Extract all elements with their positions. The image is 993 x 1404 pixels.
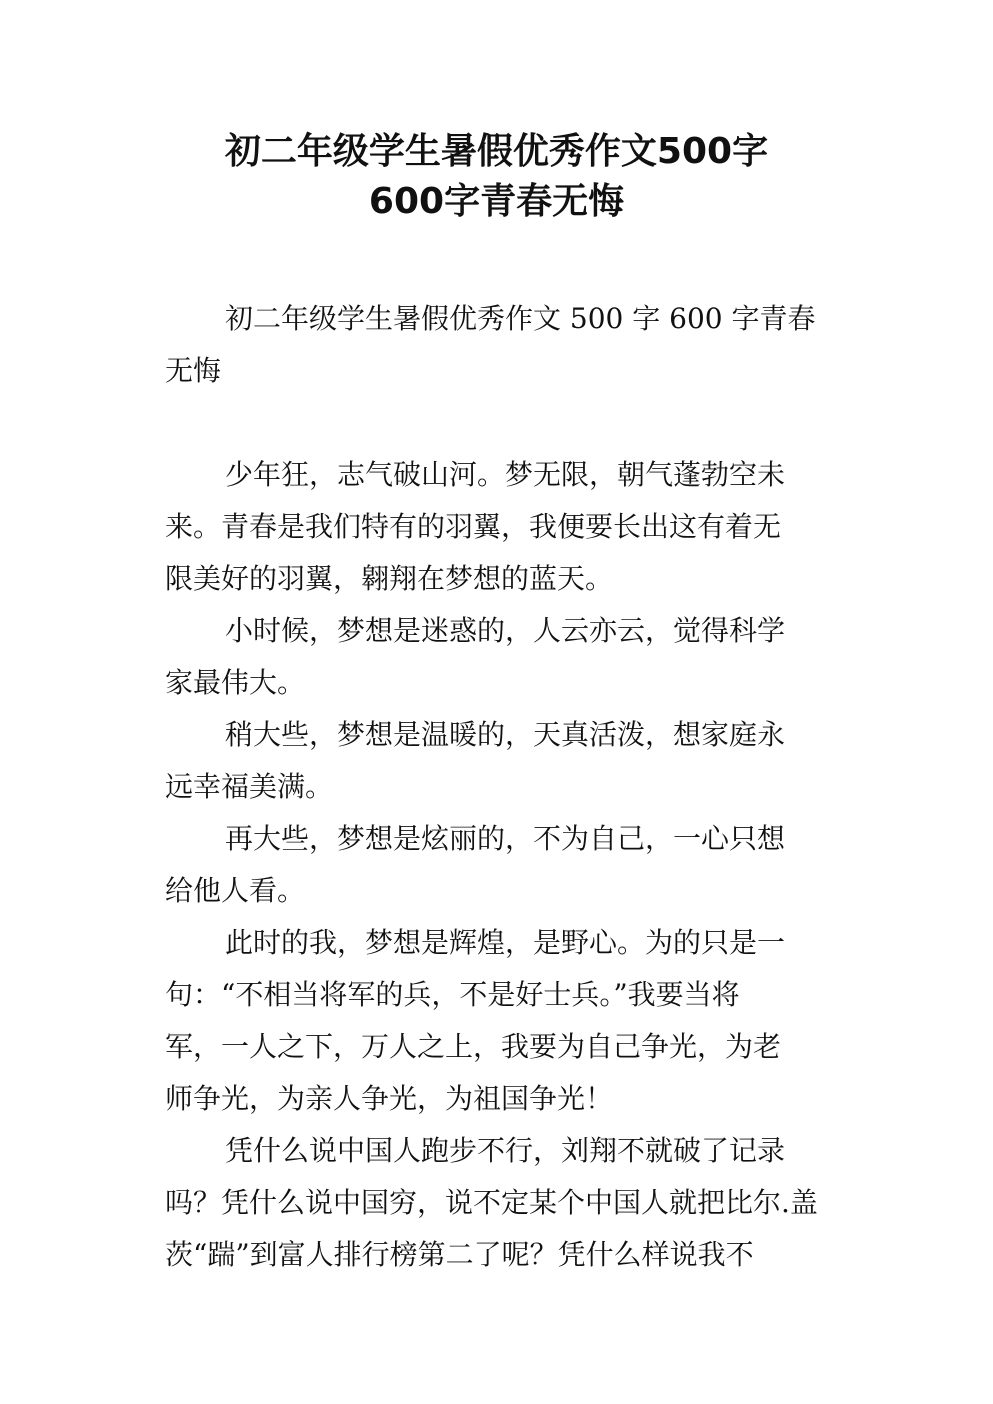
subtitle-paragraph <box>165 293 875 397</box>
body-paragraphs <box>165 449 875 1281</box>
paragraph-line: 稍大些，梦想是温暖的，天真活泼，想家庭永 <box>225 718 786 751</box>
paragraph-line: 小时候，梦想是迷惑的，人云亦云，觉得科学 <box>225 614 786 647</box>
paragraph-line: 限美好的羽翼，翱翔在梦想的蓝天。 <box>165 562 614 595</box>
paragraph-line: 远幸福美满。 <box>165 770 334 803</box>
paragraph-1 <box>165 449 875 605</box>
paragraph-line: 此时的我，梦想是辉煌，是野心。为的只是一 <box>225 926 786 959</box>
paragraph-line: 师争光，为亲人争光，为祖国争光！ <box>165 1082 614 1115</box>
paragraph-2 <box>165 605 875 709</box>
paragraph-line: 再大些，梦想是炫丽的，不为自己，一心只想 <box>225 822 786 855</box>
paragraph-3 <box>165 709 875 813</box>
paragraph-line: 句：“不相当将军的兵，不是好士兵。”我要当将 <box>165 978 740 1011</box>
paragraph-line: 军，一人之下，万人之上，我要为自己争光，为老 <box>165 1030 782 1063</box>
paragraph-line: 茨“踹”到富人排行榜第二了呢？凭什么样说我不 <box>165 1238 754 1271</box>
paragraph-line: 少年狂，志气破山河。梦无限，朝气蓬勃空未 <box>225 458 786 491</box>
paragraph-5 <box>165 917 875 1125</box>
paragraph-6 <box>165 1125 875 1281</box>
paragraph-line: 凭什么说中国人跑步不行，刘翔不就破了记录 <box>225 1134 786 1167</box>
paragraph-line: 家最伟大。 <box>165 666 306 699</box>
document-title-line-2: 600字青春无悔 <box>368 181 625 222</box>
paragraph-4 <box>165 813 875 917</box>
subtitle-line: 初二年级学生暑假优秀作文 500 字 600 字青春 <box>225 302 816 335</box>
paragraph-line: 给他人看。 <box>165 874 306 907</box>
subtitle-line: 无悔 <box>165 354 222 387</box>
paragraph-line: 来。青春是我们特有的羽翼，我便要长出这有着无 <box>165 510 782 543</box>
paragraph-line: 吗？凭什么说中国穷，说不定某个中国人就把比尔.盖 <box>165 1186 818 1219</box>
document-title-line-1: 初二年级学生暑假优秀作文500字 <box>224 131 769 172</box>
